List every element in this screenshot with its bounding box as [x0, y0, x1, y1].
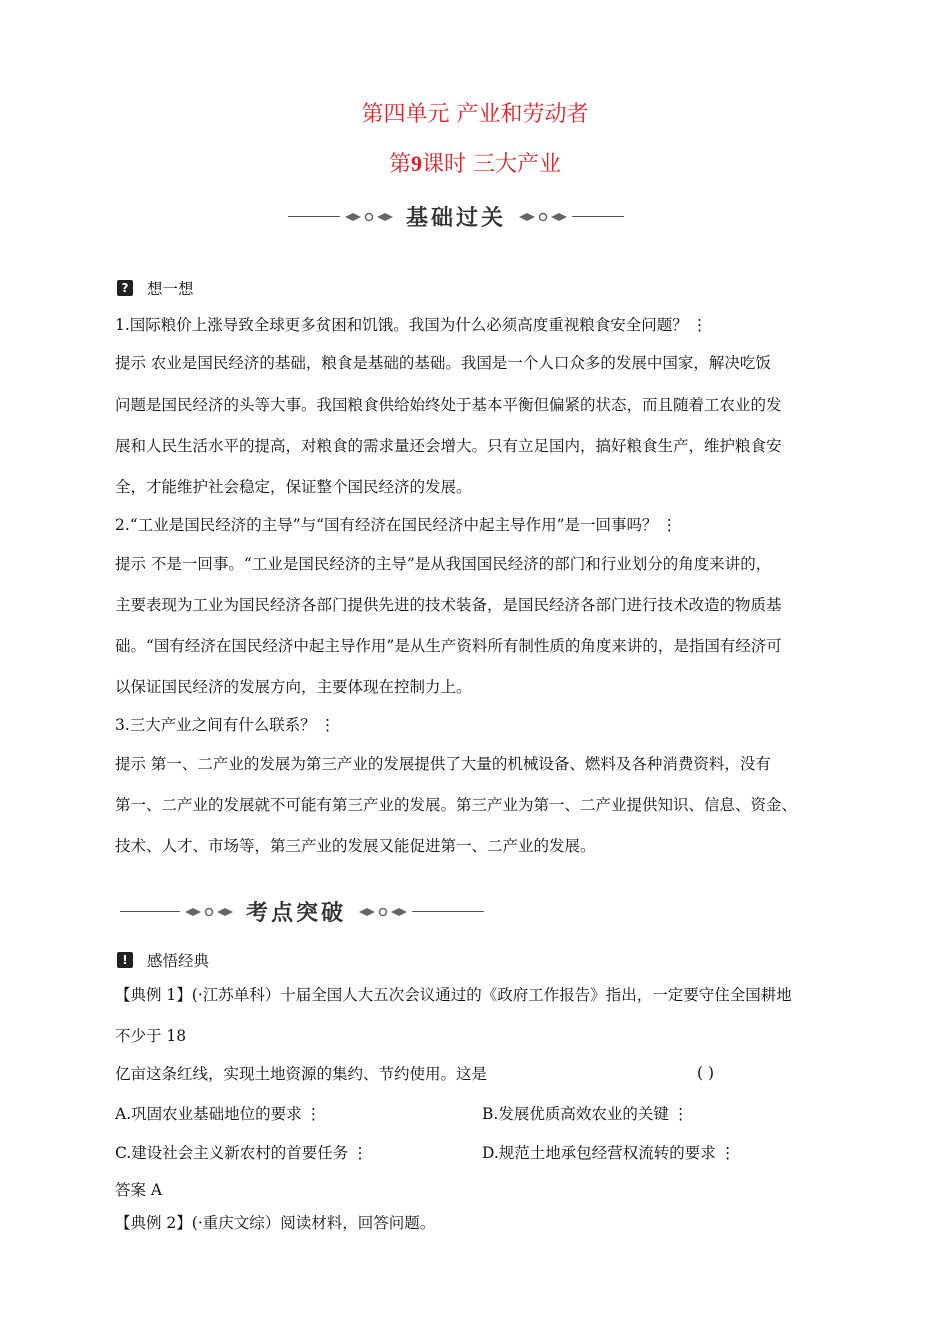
example-1-line-2: 不少于 18 [115, 1027, 187, 1045]
banner-line-left [288, 216, 340, 217]
banner-key-points-label: 考点突破 [246, 901, 347, 926]
banner-line-right [412, 911, 484, 912]
dots-icon: ⋮ [719, 1144, 736, 1162]
hint-3-line-1: 提示 第一、二产业的发展为第三产业的发展提供了大量的机械设备、燃料及各种消费资料，没有 [115, 755, 771, 773]
hint-3-line-3: 技术、人才、市场等，第三产业的发展又能促进第一、二产业的发展。 [115, 837, 596, 855]
dots-icon: ⋮ [661, 516, 677, 534]
hint-2-line-4: 以保证国民经济的发展方向，主要体现在控制力上。 [115, 678, 472, 696]
option-c: C.建设社会主义新农村的首要任务 ⋮ [115, 1144, 368, 1162]
option-a: A.巩固农业基础地位的要求 ⋮ [115, 1105, 322, 1123]
example-1-line-1: 【典例 1】(·江苏单科）十届全国人大五次会议通过的《政府工作报告》指出，一定要守住全国耕地 [115, 986, 792, 1004]
answer-parentheses: ( ) [697, 1064, 715, 1082]
hint-1-line-3: 展和人民生活水平的提高，对粮食的需求量还会增大。只有立足国内，搞好粮食生产，维护粮食安 [115, 437, 782, 455]
hint-2-line-3: 础。“国有经济在国民经济中起主导作用”是从生产资料所有制性质的角度来讲的，是指国有经济可 [115, 637, 782, 655]
example-1-line-3: 亿亩这条红线，实现土地资源的集约、节约使用。这是 [115, 1065, 488, 1083]
dots-icon: ⋮ [691, 316, 708, 334]
ornament-left-icon [343, 211, 395, 223]
hint-1-line-1: 提示 农业是国民经济的基础，粮食是基础的基础。我国是一个人口众多的发展中国家，解决吃饭 [115, 354, 771, 372]
lesson-prefix: 第 [388, 152, 411, 177]
dots-icon: ⋮ [672, 1105, 689, 1123]
option-b: B.发展优质高效农业的关键 ⋮ [482, 1105, 689, 1123]
hint-1-line-4: 全，才能维护社会稳定，保证整个国民经济的发展。 [115, 478, 472, 496]
dots-icon: ⋮ [352, 1144, 368, 1162]
banner-line-right [572, 216, 624, 217]
banner-basic [288, 201, 624, 232]
banner-basic-label: 基础过关 [406, 206, 507, 231]
banner-key-points [120, 896, 484, 927]
hint-2-line-1: 提示 不是一回事。“工业是国民经济的主导”是从我国国民经济的部门和行业划分的角度来讲的， [115, 555, 772, 573]
unit-title: 第四单元 产业和劳动者 [361, 102, 589, 127]
example-1-answer: 答案 A [115, 1181, 163, 1199]
question-3: 3.三大产业之间有什么联系？ ⋮ [115, 716, 336, 734]
lesson-suffix: 课时 三大产业 [422, 152, 561, 177]
question-2: 2.“工业是国民经济的主导”与“国有经济在国民经济中起主导作用”是一回事吗？ ⋮ [115, 516, 677, 534]
section-classic [117, 949, 209, 971]
ornament-right-icon [517, 211, 569, 223]
lesson-number: 9 [411, 151, 422, 176]
ornament-left-icon [183, 906, 235, 918]
ornament-right-icon [357, 906, 409, 918]
option-d: D.规范土地承包经营权流转的要求 ⋮ [482, 1144, 736, 1162]
dots-icon: ⋮ [305, 1105, 322, 1123]
question-icon: ? [117, 280, 133, 296]
banner-line-left [120, 911, 180, 912]
question-1: 1.国际粮价上涨导致全球更多贫困和饥饿。我国为什么必须高度重视粮食安全问题？ ⋮ [115, 316, 708, 334]
exclamation-icon: ! [117, 952, 133, 968]
hint-3-line-2: 第一、二产业的发展就不可能有第三产业的发展。第三产业为第一、二产业提供知识、信息、资金、 [115, 796, 798, 814]
section-think [117, 277, 194, 299]
section-think-label: 想一想 [147, 280, 194, 298]
example-2-line-1: 【典例 2】(·重庆文综）阅读材料，回答问题。 [115, 1214, 436, 1232]
hint-1-line-2: 问题是国民经济的头等大事。我国粮食供给始终处于基本平衡但偏紧的状态，而且随着工农业的发 [115, 396, 782, 414]
lesson-title [0, 147, 950, 178]
section-classic-label: 感悟经典 [147, 952, 210, 970]
dots-icon: ⋮ [319, 716, 336, 734]
hint-2-line-2: 主要表现为工业为国民经济各部门提供先进的技术装备，是国民经济各部门进行技术改造的物质基 [115, 596, 782, 614]
